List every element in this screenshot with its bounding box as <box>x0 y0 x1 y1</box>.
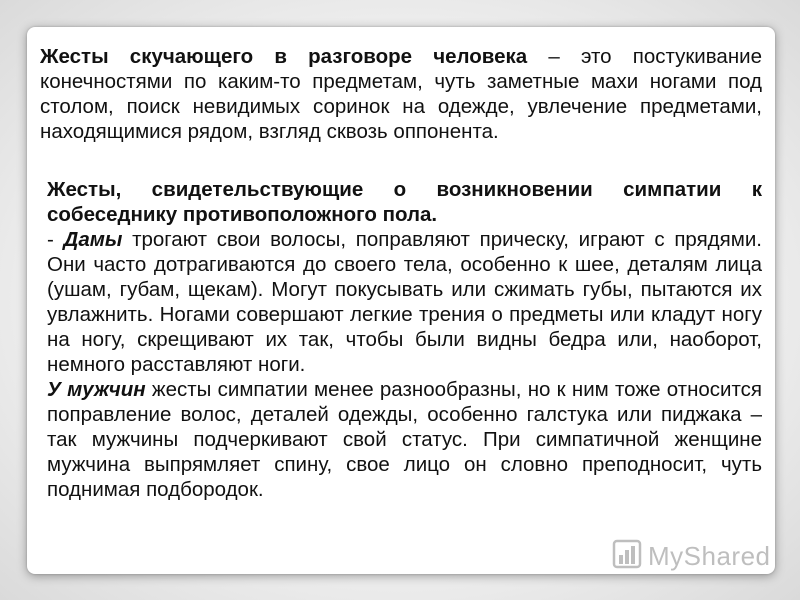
bored-gestures-heading: Жесты скучающего в разговоре человека <box>40 45 528 68</box>
men-text: жесты симпатии менее разнообразны, но к ним тоже относится поправление волос, деталей одежды, особенно галстука или пиджака – так мужчины подчеркивают свой статус. При симпатичной женщине мужчина выпрямляет спину, свое лицо он словно преподносит, чуть поднимая подбородок. <box>47 378 762 501</box>
sympathy-gestures-heading <box>47 177 762 227</box>
women-prefix: - <box>47 228 64 251</box>
sympathy-heading-text: Жесты, свидетельствующие о возникновении симпатии к собеседнику противоположного пола. <box>47 178 762 226</box>
bar-chart-icon <box>612 539 642 574</box>
women-gestures <box>47 227 762 377</box>
women-text: трогают свои волосы, поправляют прическу, играют с прядями. Они часто дотрагиваются до своего тела, особенно к шее, деталям лица (ушам, губам, щекам). Могут покусывать или сжимать губы, пытаются их увлажнить. Ногами совершают легкие трения о предметы или кладут ногу на ногу, скрещивают их так, чтобы были видны бедра или, наоборот, немного расставляют ноги. <box>47 228 762 376</box>
paragraph-bored-gestures <box>40 44 762 144</box>
myshared-watermark <box>612 539 771 573</box>
men-gestures <box>47 377 762 502</box>
bored-gestures-text: – это постукивание конечностями по каким-то предметам, чуть заметные махи ногами под столом, поиск невидимых соринок на одежде, увлечение предметами, находящимися рядом, взгляд сквозь оппонента. <box>40 45 762 143</box>
watermark-text: MyShared <box>648 540 771 571</box>
slide-card <box>27 27 775 574</box>
women-label: Дамы <box>63 228 123 251</box>
men-label: У мужчин <box>47 378 146 401</box>
paragraph-sympathy-gestures <box>47 177 762 502</box>
